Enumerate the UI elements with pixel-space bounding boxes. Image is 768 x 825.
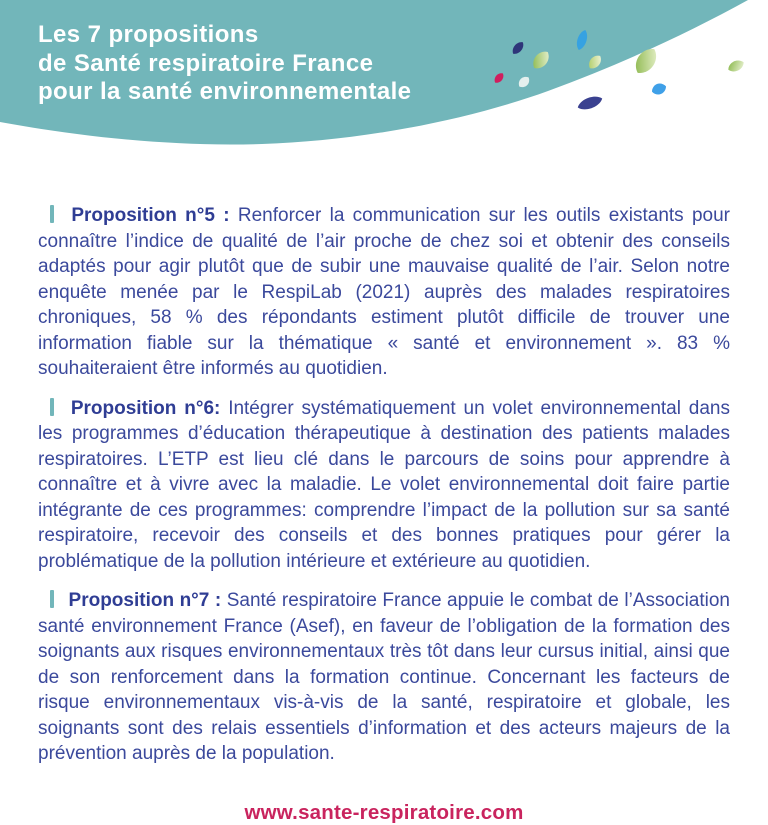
leaf-icon	[726, 58, 746, 74]
proposition-6-label: Proposition n°6:	[71, 398, 221, 419]
title-line-2: de Santé respiratoire France	[38, 50, 411, 79]
proposition-5-label: Proposition n°5 :	[71, 205, 229, 226]
title-line-1: Les 7 propositions	[38, 21, 411, 50]
proposition-6	[38, 396, 730, 575]
proposition-7-label: Proposition n°7 :	[69, 590, 222, 611]
page-title	[38, 21, 411, 107]
proposition-5	[38, 203, 730, 382]
header-banner	[0, 0, 768, 160]
title-line-3: pour la santé environnementale	[38, 78, 411, 107]
proposition-7-body: Santé respiratoire France appuie le combat de l’Association santé environnement France (Asef), en faveur de l’obligation de la formation des soignants aux risques environnementaux très tôt dans leur cursus initial, ainsi que de son renforcement dans la formation continue. Concernant les facteurs de risque environnementaux vis-à-vis de la santé, respiratoire et globale, les soignants sont des relais essentiels d’information et des acteurs majeurs de la prévention auprès de la population.	[38, 590, 730, 764]
proposition-7	[38, 588, 730, 767]
proposition-5-body: Renforcer la communication sur les outils existants pour connaître l’indice de qualité de l’air proche de chez soi et obtenir des conseils adaptés pour agir plutôt que de subir une mauvaise qualité de l’air. Selon notre enquête menée par le RespiLab (2021) auprès des malades respiratoires chroniques, 58 % des répondants estiment plutôt difficile de trouver une information fiable sur la thématique « santé et environnement ». 83 % souhaiteraient être informés au quotidien.	[38, 205, 730, 379]
leaf-icon	[650, 81, 668, 96]
proposition-6-body: Intégrer systématiquement un volet environnemental dans les programmes d’éducation thérapeutique à destination des patients malades respiratoires. L’ETP est lieu clé dans le parcours de soins pour apprendre à connaître et à vivre avec la maladie. Le volet environnemental doit faire partie intégrante de ces programmes: comprendre l’impact de la pollution sur sa santé respiratoire, recevoir des conseils et des bonnes pratiques pour gérer la problématique de la pollution intérieure et extérieure au quotidien.	[38, 398, 730, 572]
accent-bar-icon	[50, 398, 54, 416]
content	[38, 160, 730, 825]
accent-bar-icon	[50, 590, 54, 608]
website-link[interactable]: www.sante-respiratoire.com	[38, 800, 730, 825]
accent-bar-icon	[50, 205, 54, 223]
leaf-icon	[576, 93, 604, 112]
